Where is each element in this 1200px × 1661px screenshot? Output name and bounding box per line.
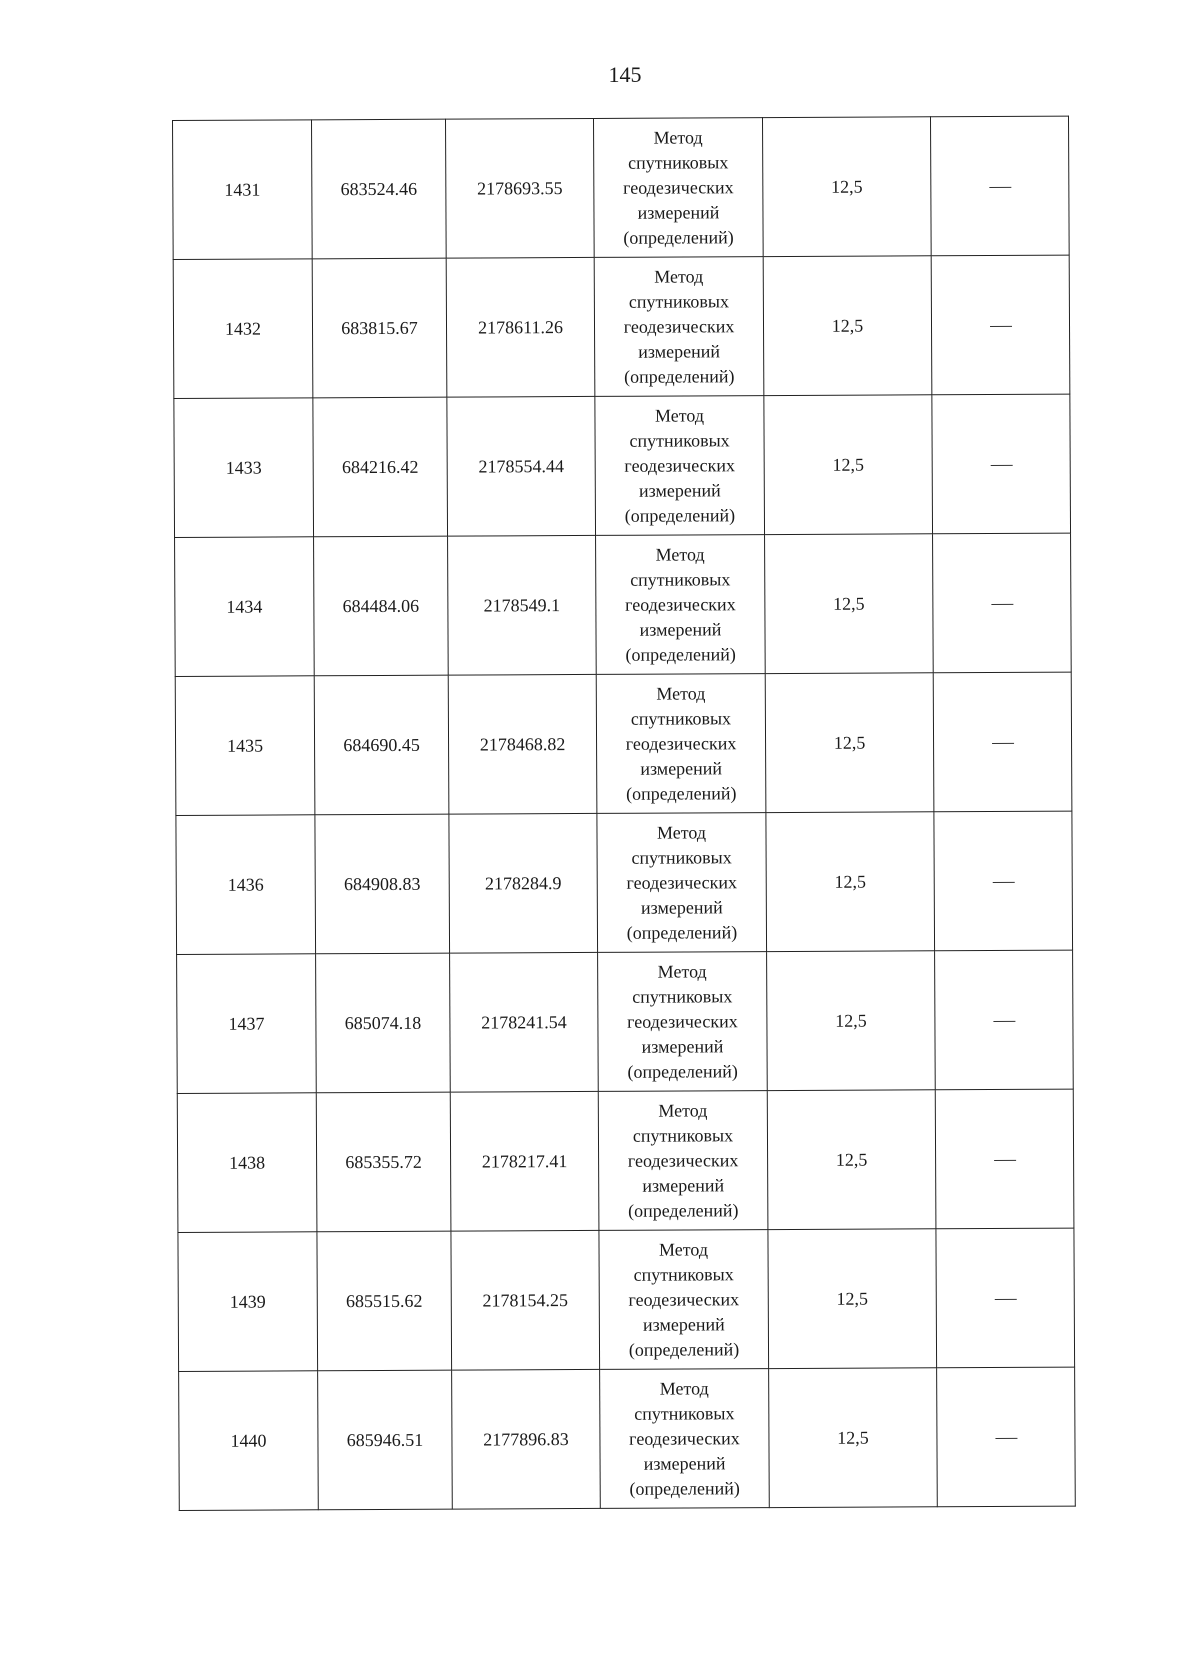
coordinate-x-cell: 685515.62: [317, 1231, 452, 1371]
point-number-cell: 1431: [173, 120, 313, 260]
point-number-cell: 1433: [174, 398, 314, 538]
table-row: [175, 672, 1072, 815]
method-text-line: (определений): [626, 782, 737, 804]
table-row: [174, 394, 1071, 537]
method-text-line: спутниковых: [628, 151, 729, 173]
precision-cell: 12,5: [769, 1368, 938, 1508]
precision-cell: 12,5: [765, 534, 934, 674]
method-text-line: спутниковых: [630, 568, 731, 590]
method-text-line: спутниковых: [630, 707, 732, 729]
precision-cell: 12,5: [765, 673, 934, 813]
description-cell: [933, 672, 1072, 812]
method-text-line: (определений): [626, 921, 738, 943]
coordinate-x-cell: 684484.06: [314, 536, 449, 676]
dash-mark: [991, 604, 1013, 605]
table-row: [175, 533, 1072, 676]
point-number-cell: 1435: [175, 676, 315, 816]
method-text-line: Метод: [656, 682, 706, 704]
coordinates-table: [172, 116, 1076, 1511]
method-text-line: (определений): [624, 365, 735, 387]
coordinate-x-cell: 684908.83: [315, 814, 450, 954]
method-text-line: Метод: [658, 1238, 709, 1260]
method-text-line: спутниковых: [633, 1263, 734, 1285]
method-text-line: спутниковых: [632, 1124, 734, 1146]
method-text-line: (определений): [627, 1060, 738, 1082]
table-row: [179, 1367, 1076, 1510]
method-cell: [594, 257, 764, 397]
method-text-line: Метод: [659, 1377, 709, 1399]
coordinate-y-cell: 2178611.26: [446, 257, 595, 397]
coordinate-x-cell: 685074.18: [316, 953, 451, 1093]
description-cell: [931, 255, 1070, 395]
description-cell: [936, 1228, 1075, 1368]
point-number-cell: 1436: [176, 815, 316, 955]
table-row: [177, 950, 1074, 1093]
coordinate-y-cell: 2178549.1: [448, 535, 597, 675]
dash-mark: [993, 1021, 1015, 1022]
method-text-line: геодезических: [626, 871, 738, 893]
method-cell: [596, 674, 766, 814]
coordinate-y-cell: 2178241.54: [450, 952, 599, 1092]
method-cell: [596, 535, 766, 675]
coordinate-y-cell: 2177896.83: [452, 1369, 601, 1509]
precision-cell: 12,5: [766, 812, 935, 952]
method-text-line: геодезических: [622, 176, 734, 198]
method-text-line: измерений: [642, 1174, 725, 1196]
point-number-cell: 1439: [178, 1232, 318, 1372]
method-text-line: Метод: [655, 543, 705, 565]
coordinate-y-cell: 2178693.55: [445, 118, 594, 258]
method-text-line: Метод: [658, 1099, 708, 1121]
method-cell: [598, 952, 768, 1092]
precision-cell: 12,5: [768, 1229, 937, 1369]
point-number-cell: 1437: [177, 954, 317, 1094]
method-text-line: геодезических: [628, 1288, 740, 1310]
dash-mark: [992, 882, 1014, 883]
page-number: 145: [608, 62, 642, 87]
method-text-line: Метод: [656, 821, 707, 843]
method-text-line: (определений): [628, 1199, 739, 1221]
method-text-line: спутниковых: [631, 846, 732, 868]
description-cell: [933, 533, 1072, 673]
method-text-line: измерений: [643, 1452, 726, 1474]
description-cell: [932, 394, 1071, 534]
method-text-line: спутниковых: [632, 985, 733, 1007]
description-cell: [937, 1367, 1076, 1507]
method-text-line: геодезических: [625, 593, 736, 615]
method-cell: [597, 813, 767, 953]
dash-mark: [994, 1299, 1016, 1300]
method-text-line: геодезических: [627, 1149, 739, 1171]
table-row: [177, 1089, 1074, 1232]
description-cell: [934, 811, 1073, 951]
method-text-line: геодезических: [624, 454, 736, 476]
method-cell: [598, 1091, 768, 1231]
method-text-line: (определений): [629, 1477, 740, 1499]
coordinate-x-cell: 683815.67: [312, 258, 447, 398]
coordinate-x-cell: 684216.42: [313, 397, 448, 537]
method-text-line: измерений: [640, 757, 723, 779]
dash-mark: [995, 1438, 1017, 1439]
point-number-cell: 1434: [175, 537, 315, 677]
coordinate-y-cell: 2178217.41: [450, 1091, 599, 1231]
dash-mark: [994, 1160, 1016, 1161]
coordinate-x-cell: 685946.51: [318, 1370, 453, 1510]
method-text-line: измерений: [638, 340, 721, 362]
dash-mark: [990, 326, 1012, 327]
method-text-line: (определений): [624, 504, 736, 526]
point-number-cell: 1432: [173, 259, 313, 399]
method-text-line: Метод: [654, 404, 705, 426]
method-text-line: спутниковых: [628, 290, 730, 312]
coordinate-x-cell: 684690.45: [314, 675, 449, 815]
table-row: [178, 1228, 1075, 1371]
method-cell: [599, 1230, 769, 1370]
coordinate-x-cell: 685355.72: [316, 1092, 451, 1232]
method-text-line: Метод: [657, 960, 707, 982]
table-row: [176, 811, 1073, 954]
method-text-line: измерений: [641, 1035, 724, 1057]
method-text-line: спутниковых: [629, 429, 730, 451]
dash-mark: [992, 743, 1014, 744]
method-cell: [600, 1369, 770, 1509]
method-text-line: геодезических: [627, 1010, 738, 1032]
method-text-line: геодезических: [623, 315, 735, 337]
coordinate-y-cell: 2178154.25: [451, 1230, 600, 1370]
table-body: [173, 116, 1076, 1510]
method-text-line: измерений: [642, 1313, 725, 1335]
precision-cell: 12,5: [762, 117, 931, 257]
precision-cell: 12,5: [767, 1090, 936, 1230]
method-text-line: измерений: [638, 479, 721, 501]
method-text-line: Метод: [653, 126, 703, 148]
method-text-line: спутниковых: [634, 1402, 735, 1424]
precision-cell: 12,5: [764, 395, 933, 535]
dash-mark: [990, 465, 1012, 466]
description-cell: [930, 116, 1069, 256]
coordinate-y-cell: 2178554.44: [447, 396, 596, 536]
method-cell: [593, 118, 763, 258]
coordinate-x-cell: 683524.46: [312, 119, 447, 259]
method-text-line: Метод: [654, 265, 704, 287]
coordinate-y-cell: 2178468.82: [448, 674, 597, 814]
method-text-line: геодезических: [625, 732, 737, 754]
description-cell: [935, 950, 1074, 1090]
method-text-line: (определений): [628, 1338, 740, 1360]
coordinate-y-cell: 2178284.9: [449, 813, 598, 953]
point-number-cell: 1438: [177, 1093, 317, 1233]
method-text-line: измерений: [640, 896, 723, 918]
point-number-cell: 1440: [179, 1371, 319, 1511]
method-text-line: измерений: [637, 201, 720, 223]
method-text-line: измерений: [639, 618, 722, 640]
dash-mark: [989, 187, 1011, 188]
method-text-line: (определений): [625, 643, 736, 665]
description-cell: [935, 1089, 1074, 1229]
precision-cell: 12,5: [763, 256, 932, 396]
table-row: [173, 255, 1070, 398]
precision-cell: 12,5: [767, 951, 936, 1091]
method-text-line: геодезических: [629, 1427, 740, 1449]
table-row: [173, 116, 1070, 259]
method-cell: [595, 396, 765, 536]
method-text-line: (определений): [623, 226, 734, 248]
